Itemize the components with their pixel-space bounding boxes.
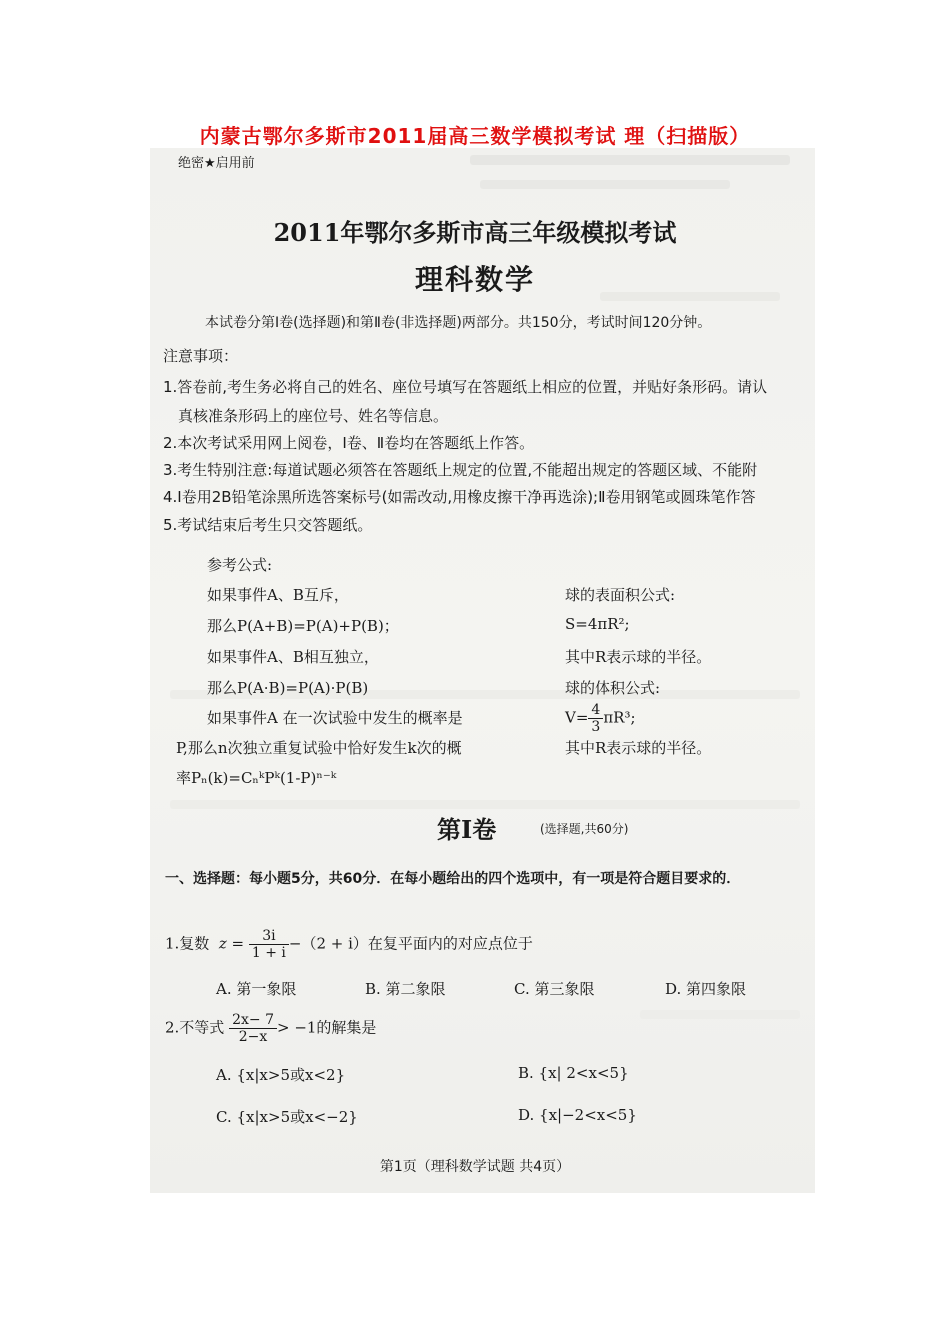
option-a: A. {x|x>5或x<2} <box>216 1066 346 1084</box>
fraction <box>588 702 603 735</box>
volume-suffix: πR³; <box>603 708 636 727</box>
exam-intro: 本试卷分第Ⅰ卷(选择题)和第Ⅱ卷(非选择题)两部分。共150分，考试时间120分钟。 <box>205 315 712 331</box>
option-d: D. 第四象限 <box>665 980 747 998</box>
section-title: 第Ⅰ卷 <box>437 815 497 844</box>
binomial-formula: 率Pₙ(k)=CₙᵏPᵏ(1-P)ⁿ⁻ᵏ <box>176 769 337 787</box>
formula-line: 球的表面积公式: <box>565 586 676 604</box>
formula-line: 其中R表示球的半径。 <box>565 739 712 757</box>
fraction <box>229 1012 277 1045</box>
option-d: D. {x|−2<x<5} <box>518 1106 637 1124</box>
note-item: 真核准条形码上的座位号、姓名等信息。 <box>178 407 449 425</box>
document-title: 内蒙古鄂尔多斯市2011届高三数学模拟考试 理（扫描版） <box>199 124 751 148</box>
page-footer: 第1页（理科数学试题 共4页） <box>379 1159 571 1175</box>
formula-line: 那么P(A+B)=P(A)+P(B)； <box>207 617 399 635</box>
sphere-area-formula: S=4πR²; <box>565 615 630 633</box>
formulas-heading: 参考公式: <box>207 556 273 574</box>
exam-title: 2011年鄂尔多斯市高三年级模拟考试 <box>273 218 677 247</box>
fraction-numerator: 2x− 7 <box>229 1012 277 1029</box>
note-item: 1.答卷前,考生务必将自己的姓名、座位号填写在答题纸上相应的位置，并贴好条形码。请认 <box>163 378 768 396</box>
question-text: > −1的解集是 <box>276 1018 377 1037</box>
fraction-denominator: 2−x <box>238 1029 268 1046</box>
note-item: 5.考试结束后考生只交答题纸。 <box>163 516 373 534</box>
formula-line: P,那么n次独立重复试验中恰好发生k次的概 <box>176 739 462 757</box>
formula-line: 那么P(A·B)=P(A)·P(B) <box>207 679 369 697</box>
sphere-volume-formula <box>565 702 636 735</box>
option-b: B. {x| 2<x<5} <box>518 1064 629 1082</box>
option-a: A. 第一象限 <box>216 980 297 998</box>
confidential-label: 绝密★启用前 <box>178 156 255 171</box>
volume-prefix: V= <box>565 708 589 727</box>
formula-line: 如果事件A、B相互独立， <box>207 648 379 666</box>
question-text: −（2 + i）在复平面内的对应点位于 <box>288 934 533 953</box>
bleed-through-line <box>170 800 800 809</box>
option-c: C. 第三象限 <box>514 980 595 998</box>
question-2 <box>165 1012 376 1045</box>
fraction <box>249 928 289 961</box>
note-item: 3.考生特别注意:每道试题必须答在答题纸上规定的位置,不能超出规定的答题区域、不能附 <box>163 461 758 479</box>
bleed-through-line <box>470 155 790 165</box>
formula-line: 如果事件A、B互斥， <box>207 586 349 604</box>
fraction-numerator: 4 <box>588 702 603 719</box>
section-instructions: 一、选择题：每小题5分，共60分．在每小题给出的四个选项中，有一项是符合题目要求的． <box>165 871 741 887</box>
formula-line: 球的体积公式: <box>565 679 661 697</box>
fraction-denominator: 1 + i <box>251 945 286 962</box>
bleed-through-line <box>640 1010 800 1019</box>
notes-heading: 注意事项： <box>163 347 239 365</box>
subject-title: 理科数学 <box>414 263 535 296</box>
section-note: (选择题,共60分) <box>540 822 629 836</box>
option-b: B. 第二象限 <box>365 980 446 998</box>
note-item: 4.Ⅰ卷用2B铅笔涂黑所选答案标号(如需改动,用橡皮擦干净再选涂);Ⅱ卷用钢笔或圆珠笔作答 <box>163 488 756 506</box>
option-c: C. {x|x>5或x<−2} <box>216 1108 358 1126</box>
bleed-through-line <box>480 180 730 189</box>
fraction-numerator: 3i <box>249 928 289 945</box>
formula-line: 如果事件A 在一次试验中发生的概率是 <box>207 709 463 727</box>
note-item: 2.本次考试采用网上阅卷，Ⅰ卷、Ⅱ卷均在答题纸上作答。 <box>163 434 535 452</box>
question-number: 2.不等式 <box>165 1018 225 1037</box>
fraction-denominator: 3 <box>591 719 601 736</box>
question-1 <box>165 928 533 961</box>
formula-line: 其中R表示球的半径。 <box>565 648 712 666</box>
variable-z: z = <box>218 934 245 953</box>
question-number: 1.复数 <box>165 934 210 953</box>
